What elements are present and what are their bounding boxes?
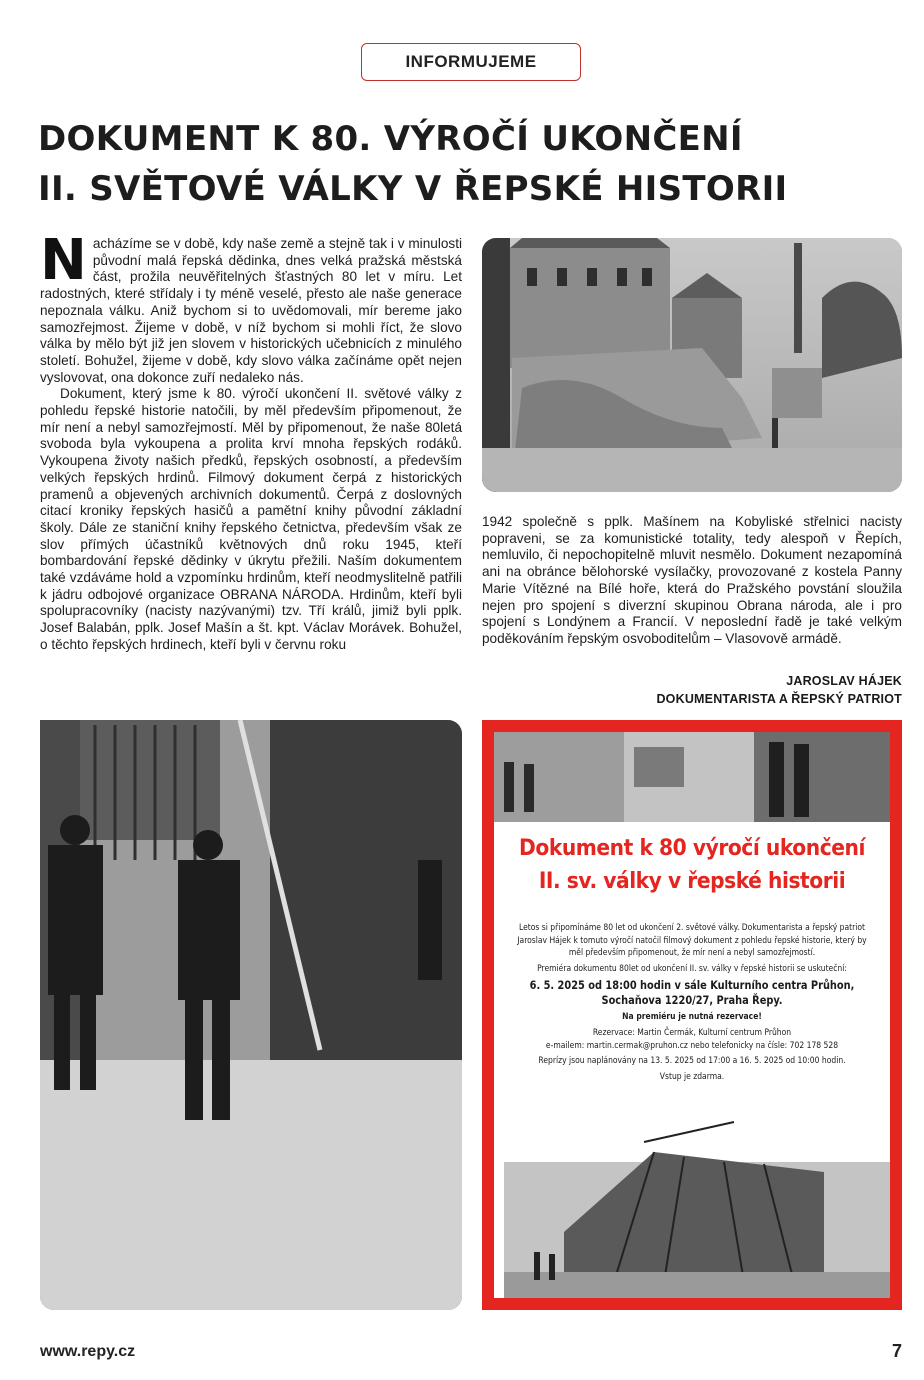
headline-line-2: II. SVĚTOVÉ VÁLKY V ŘEPSKÉ HISTORII bbox=[38, 169, 788, 209]
poster-reservation-email: e-mailem: martin.cermak@pruhon.cz nebo telefonicky na čísle: 702 178 528 bbox=[545, 1040, 839, 1051]
article-column-right bbox=[482, 514, 902, 674]
article-paragraph-1 bbox=[40, 236, 462, 386]
footer-website-link[interactable]: www.repy.cz bbox=[40, 1343, 136, 1360]
poster-title-line-1: Dokument k 80 výročí ukončení bbox=[519, 836, 865, 861]
article-column-left bbox=[40, 236, 462, 706]
poster-premiere-intro: Premiéra dokumentu 80let od ukončení II. sv. války v řepské historii se uskuteční: bbox=[537, 963, 847, 974]
premiere-poster bbox=[482, 720, 902, 1310]
author-name: JAROSLAV HÁJEK bbox=[786, 674, 902, 688]
poster-premiere-details: 6. 5. 2025 od 18:00 hodin v sále Kulturního centra Průhon, Sochaňova 1220/27, Praha Řepy. bbox=[529, 978, 855, 1008]
photo-bombed-buildings bbox=[482, 238, 902, 492]
poster-intro: Letos si připomínáme 80 let od ukončení 2. světové války. Dokumentarista a řepský patriot Jaroslav Hájek k tomuto výročí natočil filmový dokument z pohledu řepské historie, který by měl především připomenout, že mír není a nebyl samozřejmostí. bbox=[517, 923, 867, 959]
headline-line-1: DOKUMENT K 80. VÝROČÍ UKONČENÍ bbox=[38, 119, 743, 159]
drop-cap: N bbox=[40, 236, 87, 293]
poster-reservation-contact: Rezervace: Martin Čermák, Kulturní centrum Průhon bbox=[592, 1027, 792, 1038]
poster-reservation-required: Na premiéru je nutná rezervace! bbox=[622, 1012, 762, 1023]
photo-two-men-at-gate bbox=[40, 720, 462, 1310]
poster-admission: Vstup je zdarma. bbox=[659, 1071, 725, 1082]
article-paragraph-1-text: acházíme se v době, kdy naše země a stejně tak i v minulosti původní malá řepská dědinka, dnes velká pražská městská část, prožila neuvěřitelných šťastných 80 let v míru. Let radostných, které střídaly i ty méně veselé, přesto ale naše generace nepoznala válku. Aniž bychom si to uvědomovali, mír bereme jako samozřejmost. Žijeme v době, v níž bychom si mohli říct, že slovo válka by mělo být již jen slovem v historických učebnicích z minulého století. Bohužel, žijeme v době, kdy slovo válka začínáme opět nejen vyslovovat, ona dokonce zuří nedaleko nás. bbox=[40, 236, 462, 385]
poster-title bbox=[510, 832, 874, 898]
article-paragraph-3: 1942 společně s pplk. Mašínem na Kobyliské střelnici nacisty popraveni, se za komunistické totality, tedy alespoň v Řepích, nemluvilo, či nepochopitelně mluvit nesmělo. Dokument nezapomíná ani na obránce bělohorské vysílačky, provozované z kostela Panny Marie Vítězné na Bílé hoře, která do Pražského povstání sloužila nejen pro spojení s diverzní skupinou Obrana národa, ale i pro spojení s Londýnem a Francií. V neposlední řadě je také velkým poděkováním řepským osvoboditelům – Vlasovově armádě. bbox=[482, 514, 902, 646]
section-tag: INFORMUJEME bbox=[361, 43, 581, 81]
article-paragraph-2: Dokument, který jsme k 80. výročí ukončení II. světové války z pohledu řepské historie natočili, by měl především připomenout, že mír není a nebyl samozřejmostí. Měl by připomenout, že naše 80letá svoboda byla vykoupena a prolita krví mnoha řepských rodáků. Vykoupena životy našich předků, řepských osobností, a především velkých řepských hrdinů. Filmový dokument čerpá z historických pramenů a objevených archivních dokumentů. Čerpá z doslovných citací kroniky řepských hasičů a pamětní knihy původní základní školy. Dále ze staniční knihy řepského četnictva, především však ze slov přímých účastníků květnových dnů roku 1945, kteří bombardování řepské dědinky v úkrytu přežili. Naším dokumentem také vzdáváme hold a vzpomínku hrdinům, kteří neodmyslitelně patřili k jádru odbojové organizace OBRANA NÁRODA. Hrdinům, kteří byli spolupracovníky (nacisty nazývanými) tzv. Tří králů, jimiž byli pplk. Josef Balabán, pplk. Josef Mašín a št. kpt. Václav Morávek. Bohužel, o těchto řepských hrdinech, kteří byli v červnu roku bbox=[40, 386, 462, 652]
author-signature bbox=[656, 672, 902, 708]
poster-reruns: Reprízy jsou naplánovány na 13. 5. 2025 od 17:00 a 16. 5. 2025 od 10:00 hodin. bbox=[538, 1056, 846, 1067]
author-role: DOKUMENTARISTA A ŘEPSKÝ PATRIOT bbox=[656, 692, 902, 706]
poster-photo-strip bbox=[494, 732, 890, 822]
poster-photo-destroyed-house bbox=[494, 1102, 890, 1298]
page-title bbox=[38, 114, 898, 214]
poster-body bbox=[513, 922, 870, 1086]
poster-title-line-2: II. sv. války v řepské historii bbox=[538, 869, 846, 894]
page-number: 7 bbox=[891, 1341, 902, 1361]
